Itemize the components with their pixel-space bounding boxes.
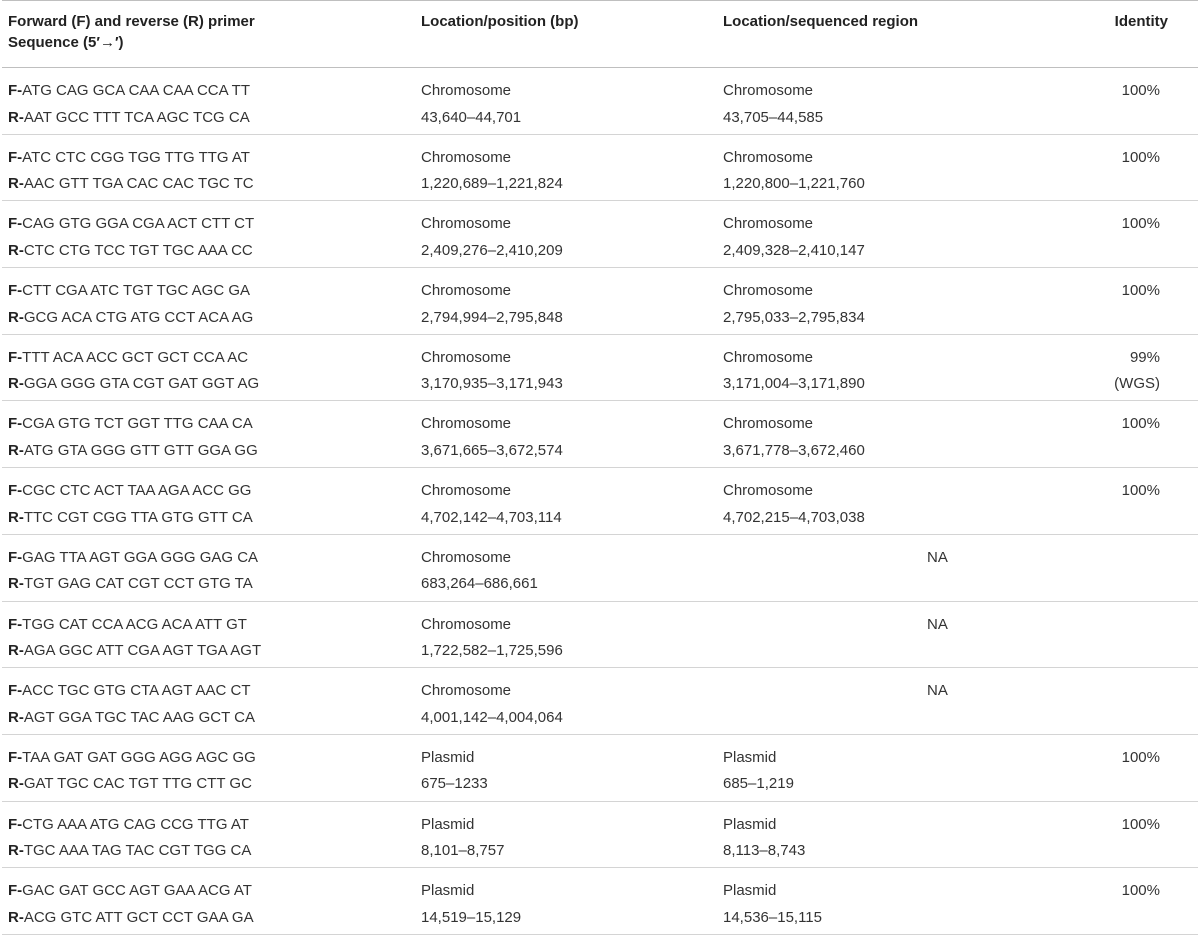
forward-prefix: F- xyxy=(8,148,23,166)
position-cell xyxy=(415,601,717,668)
reverse-sequence: AAT GCC TTT TCA AGC TCG CA xyxy=(23,108,250,126)
reverse-primer xyxy=(8,105,415,132)
position-location: Chromosome xyxy=(421,282,512,300)
position-location: Chromosome xyxy=(421,215,512,233)
table-row xyxy=(2,201,1198,268)
forward-sequence: TGG CAT CCA ACG ACA ATT GT xyxy=(22,615,247,633)
forward-sequence: TAA GAT GAT GGG AGG AGC GG xyxy=(22,748,256,766)
position-location: Plasmid xyxy=(421,882,475,900)
reverse-prefix: R- xyxy=(8,441,24,459)
forward-primer xyxy=(8,612,415,639)
position-cell xyxy=(415,68,717,135)
identity-cell xyxy=(1033,268,1198,335)
region-location: Chromosome xyxy=(723,215,814,233)
reverse-primer xyxy=(8,838,415,865)
reverse-primer xyxy=(8,371,415,398)
reverse-prefix: R- xyxy=(8,175,24,193)
identity-cell xyxy=(1033,868,1198,935)
position-location: Chromosome xyxy=(421,415,512,433)
position-range: 14,519–15,129 xyxy=(421,908,522,926)
region-range: 43,705–44,585 xyxy=(723,108,824,126)
na-value: NA xyxy=(927,548,948,566)
na-cell xyxy=(717,668,1198,735)
region-location: Chromosome xyxy=(723,415,814,433)
region-location: Chromosome xyxy=(723,82,814,99)
forward-primer xyxy=(8,278,415,305)
table-row xyxy=(2,68,1198,135)
position-location: Chromosome xyxy=(421,348,512,366)
position-cell xyxy=(415,334,717,401)
forward-prefix: F- xyxy=(8,282,23,300)
forward-sequence: GAC GAT GCC AGT GAA ACG AT xyxy=(22,882,252,900)
position-location: Chromosome xyxy=(421,682,512,700)
primer-table xyxy=(2,0,1198,935)
region-location: Plasmid xyxy=(723,748,777,766)
region-location: Plasmid xyxy=(723,882,777,900)
region-cell xyxy=(717,868,1033,935)
identity-value: 100% xyxy=(1121,82,1160,99)
reverse-sequence: GGA GGG GTA CGT GAT GGT AG xyxy=(23,375,260,393)
region-range: 1,220,800–1,221,760 xyxy=(723,175,865,193)
forward-primer xyxy=(8,211,415,238)
table-row xyxy=(2,668,1198,735)
header-primer-line1: Forward (F) and reverse (R) primer xyxy=(8,13,255,30)
primer-cell xyxy=(2,401,415,468)
identity-value: 100% xyxy=(1121,282,1160,300)
header-identity: Identity xyxy=(1114,13,1168,30)
table-row xyxy=(2,268,1198,335)
region-cell xyxy=(717,401,1033,468)
primer-cell xyxy=(2,601,415,668)
table-row xyxy=(2,868,1198,935)
header-position: Location/position (bp) xyxy=(421,13,579,30)
identity-value: 100% xyxy=(1121,815,1160,833)
table-row xyxy=(2,801,1198,868)
reverse-prefix: R- xyxy=(8,842,24,860)
reverse-prefix: R- xyxy=(8,308,24,326)
position-range: 4,702,142–4,703,114 xyxy=(421,508,562,526)
forward-primer xyxy=(8,678,415,705)
forward-prefix: F- xyxy=(8,682,23,700)
position-range: 1,220,689–1,221,824 xyxy=(421,175,563,193)
reverse-prefix: R- xyxy=(8,508,24,526)
forward-primer xyxy=(8,411,415,438)
reverse-sequence: AAC GTT TGA CAC CAC TGC TC xyxy=(23,175,254,193)
reverse-prefix: R- xyxy=(8,108,24,126)
forward-prefix: F- xyxy=(8,615,23,633)
forward-sequence: CTT CGA ATC TGT TGC AGC GA xyxy=(22,282,250,300)
header-region: Location/sequenced region xyxy=(723,13,919,30)
identity-value: 100% xyxy=(1121,882,1160,900)
position-range: 2,409,276–2,410,209 xyxy=(421,241,563,259)
reverse-sequence: TGT GAG CAT CGT CCT GTG TA xyxy=(23,575,253,593)
reverse-primer xyxy=(8,171,415,198)
region-range: 4,702,215–4,703,038 xyxy=(723,508,865,526)
forward-prefix: F- xyxy=(8,215,23,233)
forward-prefix: F- xyxy=(8,548,23,566)
forward-sequence: ATC CTC CGG TGG TTG TTG AT xyxy=(22,148,250,166)
identity-cell xyxy=(1033,401,1198,468)
forward-prefix: F- xyxy=(8,882,23,900)
identity-cell xyxy=(1033,801,1198,868)
reverse-sequence: ATG GTA GGG GTT GTT GGA GG xyxy=(23,441,258,459)
primer-cell xyxy=(2,668,415,735)
forward-sequence: CTG AAA ATG CAG CCG TTG AT xyxy=(22,815,249,833)
primer-cell xyxy=(2,268,415,335)
region-range: 2,795,033–2,795,834 xyxy=(723,308,865,326)
na-cell xyxy=(717,601,1198,668)
primer-cell xyxy=(2,468,415,535)
region-range: 2,409,328–2,410,147 xyxy=(723,241,865,259)
reverse-prefix: R- xyxy=(8,708,24,726)
primer-cell xyxy=(2,134,415,201)
forward-prefix: F- xyxy=(8,82,23,99)
region-range: 685–1,219 xyxy=(723,775,794,793)
forward-prefix: F- xyxy=(8,348,23,366)
forward-sequence: CAG GTG GGA CGA ACT CTT CT xyxy=(22,215,255,233)
header-primer-line2: Sequence (5′→′) xyxy=(8,34,124,51)
region-location: Chromosome xyxy=(723,348,814,366)
identity-value: 100% xyxy=(1121,148,1160,166)
reverse-sequence: CTC CTG TCC TGT TGC AAA CC xyxy=(23,241,253,259)
reverse-prefix: R- xyxy=(8,575,24,593)
region-location: Chromosome xyxy=(723,148,814,166)
reverse-primer xyxy=(8,638,415,665)
position-cell xyxy=(415,734,717,801)
reverse-primer xyxy=(8,305,415,332)
region-cell xyxy=(717,468,1033,535)
reverse-sequence: AGT GGA TGC TAC AAG GCT CA xyxy=(23,708,255,726)
position-range: 1,722,582–1,725,596 xyxy=(421,642,563,659)
header-row xyxy=(2,1,1198,68)
position-location: Chromosome xyxy=(421,148,512,166)
region-cell xyxy=(717,734,1033,801)
reverse-sequence: AGA GGC ATT CGA AGT TGA AGT xyxy=(23,642,262,659)
region-cell xyxy=(717,334,1033,401)
forward-primer xyxy=(8,78,415,105)
position-range: 43,640–44,701 xyxy=(421,108,522,126)
forward-sequence: GAG TTA AGT GGA GGG GAG CA xyxy=(22,548,259,566)
reverse-sequence: ACG GTC ATT GCT CCT GAA GA xyxy=(23,908,254,926)
reverse-sequence: GCG ACA CTG ATG CCT ACA AG xyxy=(23,308,254,326)
primer-cell xyxy=(2,734,415,801)
reverse-prefix: R- xyxy=(8,241,24,259)
position-location: Chromosome xyxy=(421,482,512,500)
primer-cell xyxy=(2,801,415,868)
reverse-primer xyxy=(8,238,415,265)
forward-prefix: F- xyxy=(8,748,23,766)
table-row xyxy=(2,601,1198,668)
reverse-primer xyxy=(8,705,415,732)
forward-primer xyxy=(8,345,415,372)
position-cell xyxy=(415,668,717,735)
region-cell xyxy=(717,268,1033,335)
forward-prefix: F- xyxy=(8,415,23,433)
forward-primer xyxy=(8,145,415,172)
position-cell xyxy=(415,868,717,935)
region-location: Chromosome xyxy=(723,482,814,500)
region-cell xyxy=(717,134,1033,201)
forward-prefix: F- xyxy=(8,815,23,833)
reverse-sequence: TTC CGT CGG TTA GTG GTT CA xyxy=(23,508,253,526)
position-location: Chromosome xyxy=(421,615,512,633)
primer-cell xyxy=(2,68,415,135)
position-range: 2,794,994–2,795,848 xyxy=(421,308,563,326)
na-value: NA xyxy=(927,682,948,700)
region-location: Plasmid xyxy=(723,815,777,833)
reverse-sequence: GAT TGC CAC TGT TTG CTT GC xyxy=(23,775,252,793)
position-range: 683,264–686,661 xyxy=(421,575,538,593)
forward-primer xyxy=(8,878,415,905)
position-range: 3,671,665–3,672,574 xyxy=(421,441,563,459)
na-value: NA xyxy=(927,615,948,633)
forward-sequence: CGA GTG TCT GGT TTG CAA CA xyxy=(22,415,253,433)
forward-primer xyxy=(8,812,415,839)
reverse-primer xyxy=(8,505,415,532)
identity-value: 100% xyxy=(1121,415,1160,433)
identity-cell xyxy=(1033,334,1198,401)
table-row xyxy=(2,401,1198,468)
position-cell xyxy=(415,401,717,468)
position-location: Chromosome xyxy=(421,82,512,99)
reverse-prefix: R- xyxy=(8,642,24,659)
identity-note: (WGS) xyxy=(1114,375,1160,393)
region-cell xyxy=(717,801,1033,868)
region-location: Chromosome xyxy=(723,282,814,300)
reverse-sequence: TGC AAA TAG TAC CGT TGG CA xyxy=(23,842,252,860)
forward-primer xyxy=(8,478,415,505)
reverse-primer xyxy=(8,571,415,598)
position-cell xyxy=(415,468,717,535)
position-range: 4,001,142–4,004,064 xyxy=(421,708,563,726)
identity-value: 100% xyxy=(1121,482,1160,500)
position-location: Plasmid xyxy=(421,748,475,766)
region-range: 3,171,004–3,171,890 xyxy=(723,375,865,393)
table-row xyxy=(2,334,1198,401)
table-body xyxy=(2,68,1198,935)
position-range: 675–1233 xyxy=(421,775,488,793)
primer-cell xyxy=(2,534,415,601)
reverse-prefix: R- xyxy=(8,775,24,793)
identity-cell xyxy=(1033,734,1198,801)
forward-primer xyxy=(8,745,415,772)
forward-sequence: ACC TGC GTG CTA AGT AAC CT xyxy=(22,682,251,700)
region-range: 14,536–15,115 xyxy=(723,908,822,926)
table-row xyxy=(2,134,1198,201)
identity-cell xyxy=(1033,134,1198,201)
position-location: Plasmid xyxy=(421,815,475,833)
position-cell xyxy=(415,268,717,335)
identity-cell xyxy=(1033,68,1198,135)
region-range: 8,113–8,743 xyxy=(723,842,806,860)
primer-cell xyxy=(2,868,415,935)
position-cell xyxy=(415,801,717,868)
reverse-prefix: R- xyxy=(8,908,24,926)
identity-value: 99% xyxy=(1129,348,1160,366)
region-cell xyxy=(717,68,1033,135)
table-row xyxy=(2,534,1198,601)
position-cell xyxy=(415,534,717,601)
position-cell xyxy=(415,134,717,201)
forward-sequence: CGC CTC ACT TAA AGA ACC GG xyxy=(22,482,252,500)
forward-prefix: F- xyxy=(8,482,23,500)
forward-sequence: TTT ACA ACC GCT GCT CCA AC xyxy=(22,348,249,366)
position-range: 8,101–8,757 xyxy=(421,842,505,860)
region-range: 3,671,778–3,672,460 xyxy=(723,441,865,459)
reverse-primer xyxy=(8,771,415,798)
forward-primer xyxy=(8,545,415,572)
table-row xyxy=(2,468,1198,535)
table-header xyxy=(2,1,1198,68)
region-cell xyxy=(717,201,1033,268)
primer-cell xyxy=(2,201,415,268)
primer-cell xyxy=(2,334,415,401)
reverse-primer xyxy=(8,905,415,932)
identity-cell xyxy=(1033,468,1198,535)
position-cell xyxy=(415,201,717,268)
identity-value: 100% xyxy=(1121,215,1160,233)
forward-sequence: ATG CAG GCA CAA CAA CCA TT xyxy=(22,82,251,99)
position-range: 3,170,935–3,171,943 xyxy=(421,375,563,393)
table-row xyxy=(2,734,1198,801)
position-location: Chromosome xyxy=(421,548,512,566)
identity-cell xyxy=(1033,201,1198,268)
reverse-primer xyxy=(8,438,415,465)
reverse-prefix: R- xyxy=(8,375,24,393)
identity-value: 100% xyxy=(1121,748,1160,766)
header-primer xyxy=(2,1,415,68)
na-cell xyxy=(717,534,1198,601)
